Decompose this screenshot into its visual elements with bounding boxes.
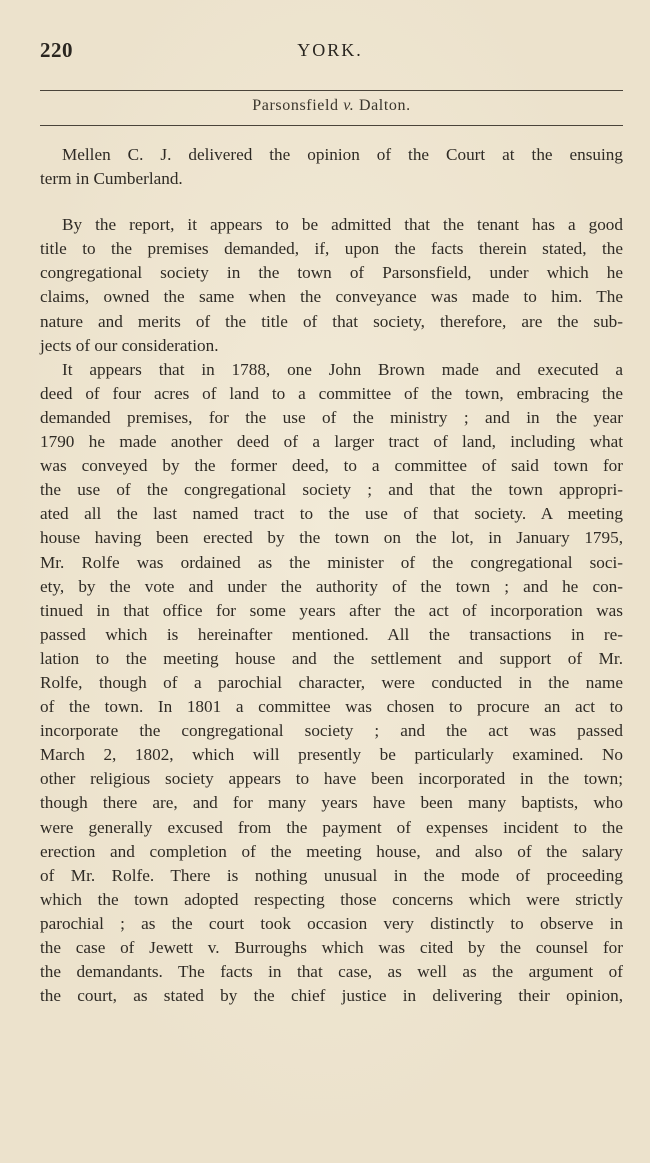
text-line: jects of our consideration. [40,335,219,355]
text-line: congregational society in the town of Parsonsfield, under which he [40,263,623,283]
text-line: the demandants. The facts in that case, as well as the argument of [40,962,623,982]
case-title [40,97,623,115]
text-line: claims, owned the same when the conveyance was made to him. The [40,287,623,307]
text-line: By the report, it appears to be admitted that the tenant has a good [62,215,623,235]
body-text [40,143,623,1008]
text-line: 1790 he made another deed of a larger tract of land, including what [40,432,623,452]
text-line: though there are, and for many years have been many baptists, who [40,793,623,813]
text-line: the use of the congregational society ; and that the town appropri- [40,480,623,500]
text-line: passed which is hereinafter mentioned. All the transactions in re- [40,624,623,644]
case-versus: v. [343,97,355,114]
text-line: tinued in that office for some years after the act of incorporation was [40,600,623,620]
text-line: was conveyed by the former deed, to a committee of said town for [40,456,623,476]
text-line: house having been erected by the town on the lot, in January 1795, [40,528,623,548]
text-line: Mellen C. J. delivered the opinion of the Court at the ensuing [62,145,623,164]
bottom-rule [40,125,623,126]
text-line: ety, by the vote and under the authority of the town ; and he con- [40,576,623,596]
text-line: which the town adopted respecting those concerns which were strictly [40,889,623,909]
top-rule [40,90,623,91]
paragraph-gap [40,191,623,213]
text-line: nature and merits of the title of that society, therefore, are the sub- [40,311,623,331]
page-number: 220 [40,38,73,62]
text-line: It appears that in 1788, one John Brown made and executed a [62,359,623,379]
running-head: YORK. [297,40,363,60]
text-line: of the town. In 1801 a committee was chosen to procure an act to [40,697,623,717]
text-line: Rolfe, though of a parochial character, were conducted in the name [40,672,623,692]
text-line: Mr. Rolfe was ordained as the minister of the congregational soci- [40,552,623,572]
text-line: March 2, 1802, which will presently be particularly examined. No [40,745,623,765]
text-line: lation to the meeting house and the settlement and support of Mr. [40,648,623,668]
case-defendant: Dalton. [358,97,411,114]
text-line: ated all the last named tract to the use of that society. A meeting [40,504,623,524]
case-plaintiff: Parsonsfield [252,97,339,114]
text-line: were generally excused from the payment of expenses incident to the [40,817,623,837]
text-line: erection and completion of the meeting house, and also of the salary [40,841,623,861]
text-line: demanded premises, for the use of the ministry ; and in the year [40,407,623,427]
text-line: term in Cumberland. [40,169,183,189]
text-line: deed of four acres of land to a committee of the town, embracing the [40,383,623,403]
text-line: incorporate the congregational society ; and the act was passed [40,721,623,741]
text-line: the court, as stated by the chief justice in delivering their opinion, [40,986,623,1006]
text-line: parochial ; as the court took occasion very distinctly to observe in [40,913,623,933]
text-line: the case of Jewett v. Burroughs which was cited by the counsel for [40,938,623,957]
text-line: of Mr. Rolfe. There is nothing unusual in the mode of proceeding [40,865,623,885]
text-line: title to the premises demanded, if, upon the facts therein stated, the [40,239,623,259]
text-line: other religious society appears to have been incorporated in the town; [40,769,623,789]
page-header [40,38,620,68]
